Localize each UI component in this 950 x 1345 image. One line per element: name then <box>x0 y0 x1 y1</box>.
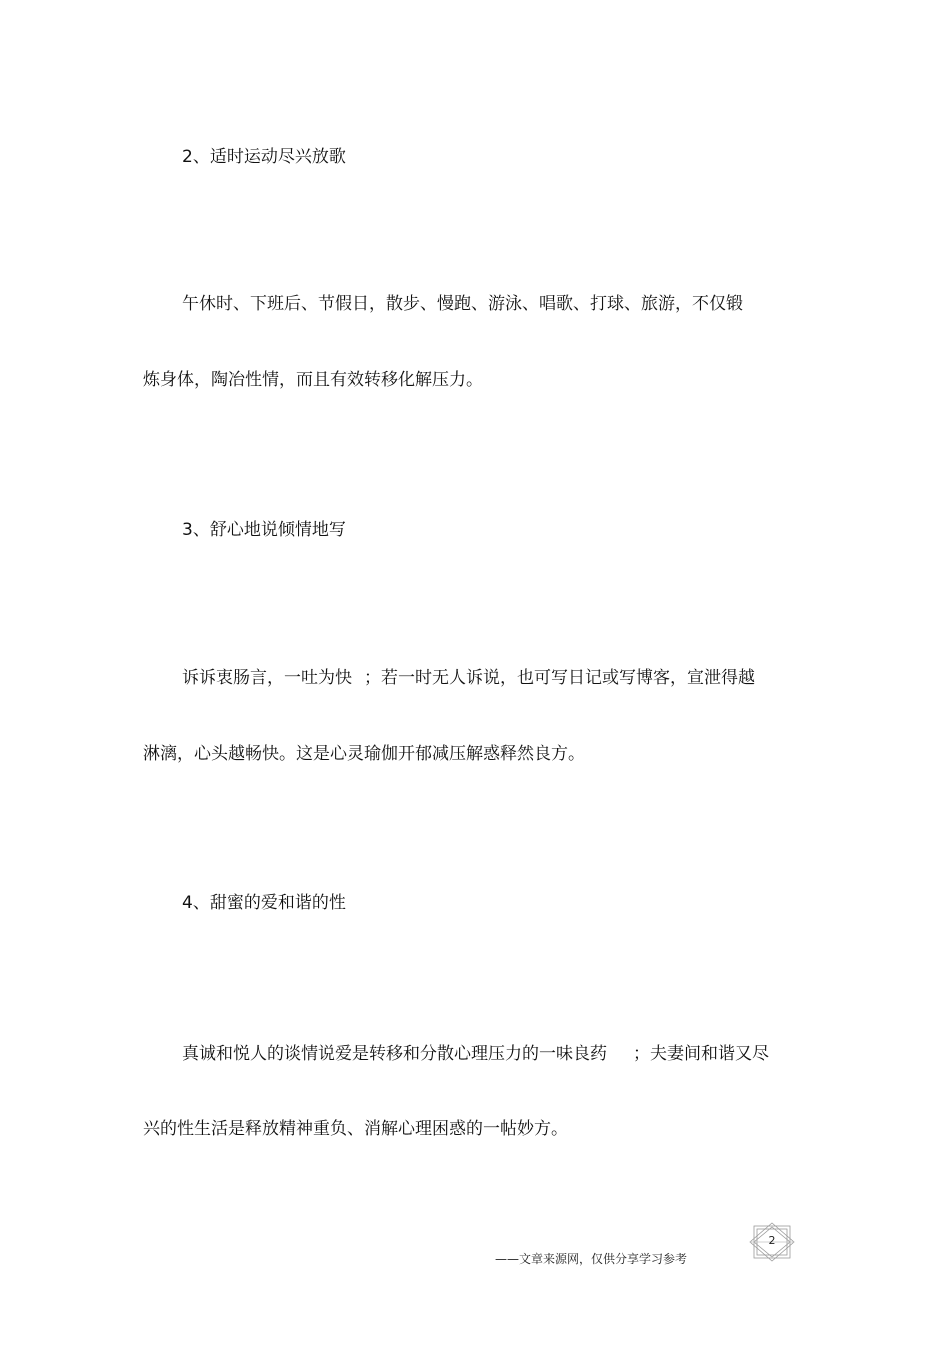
paragraph-text: ；若一时无人诉说，也可写日记或写博客，宣泄得越 <box>364 668 755 688</box>
section-heading-3: 3、舒心地说倾情地写 <box>182 520 346 540</box>
paragraph-text: ；夫妻间和谐又尽 <box>633 1044 769 1064</box>
section-heading-4: 4、甜蜜的爱和谐的性 <box>182 893 346 913</box>
paragraph-line <box>182 666 755 690</box>
page-number: 2 <box>768 1234 776 1247</box>
paragraph-line: 午休时、下班后、节假日，散步、慢跑、游泳、唱歌、打球、旅游，不仅锻 <box>182 294 743 314</box>
section-heading-2: 2、适时运动尽兴放歌 <box>182 147 346 167</box>
paragraph-text: 诉诉衷肠言，一吐为快 <box>182 668 352 688</box>
paragraph-text: 真诚和悦人的谈情说爱是转移和分散心理压力的一味良药 <box>182 1044 607 1064</box>
paragraph-line: 炼身体，陶冶性情，而且有效转移化解压力。 <box>143 370 483 390</box>
paragraph-line: 兴的性生活是释放精神重负、消解心理困惑的一帖妙方。 <box>143 1119 568 1139</box>
paragraph-line <box>182 1042 769 1066</box>
source-note: ——文章来源网，仅供分享学习参考 <box>495 1252 688 1266</box>
paragraph-line: 淋漓，心头越畅快。这是心灵瑜伽开郁减压解惑释然良方。 <box>143 744 585 764</box>
